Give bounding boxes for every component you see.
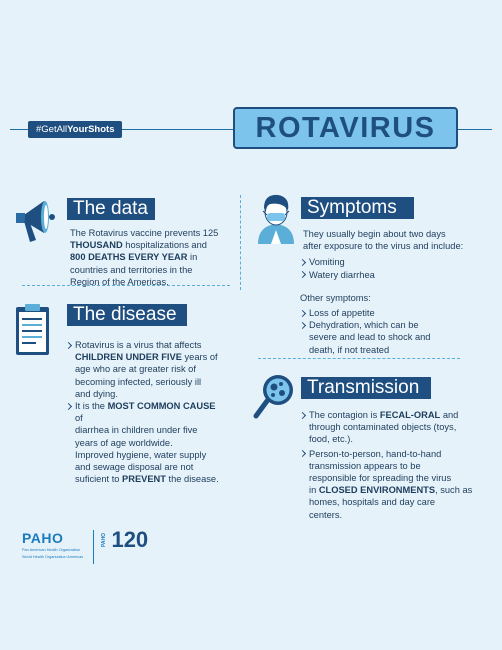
symptoms-text: They usually begin about two days after exposure to the virus and include: Vomiting Watery diarrhea Other symptoms: Loss of appetite Dehydration, which can be severe and lead to shock and death, if not treated	[300, 228, 495, 356]
logo-divider	[93, 530, 94, 564]
hashtag-badge: #GetAllYourShots	[28, 121, 122, 138]
magnifier-virus-icon	[252, 372, 298, 420]
transmission-bullet: Person-to-person, hand-to-hand transmission appears to be responsible for spreading the virus in CLOSED ENVIRONMENTS, such as homes, hospitals and day care centers.	[300, 448, 495, 521]
paho-logo: PAHO Pan American Health Organization World Health Organization Americas	[22, 530, 84, 559]
divider-vertical	[240, 195, 241, 290]
symptoms-heading: Symptoms	[301, 197, 414, 219]
clipboard-icon	[14, 303, 52, 359]
megaphone-icon	[14, 195, 60, 245]
symptom-item: Watery diarrhea	[300, 269, 495, 281]
transmission-text	[300, 409, 495, 521]
divider-left-1	[22, 285, 230, 286]
disease-bullet: Rotavirus is a virus that affects CHILDREN UNDER FIVE years of age who are at greater risk of becoming infected, seriously ill and dying.	[66, 339, 241, 400]
data-text: The Rotavirus vaccine prevents 125 THOUSAND hospitalizations and 800 DEATHS EVERY YEAR in countries and territories in the Region of the Americas.	[70, 228, 219, 287]
divider-right-1	[258, 358, 460, 359]
symptom-item: Dehydration, which can be severe and lead to shock and death, if not treated	[300, 319, 495, 356]
symptom-item: Vomiting	[300, 256, 495, 268]
disease-bullet: It is the MOST COMMON CAUSE of diarrhea in children under five years of age worldwide.	[66, 400, 241, 449]
transmission-heading: Transmission	[301, 377, 431, 399]
disease-heading: The disease	[67, 304, 187, 326]
transmission-bullet: The contagion is FECAL-ORAL and through contaminated objects (toys, food, etc.).	[300, 409, 495, 446]
symptom-item: Loss of appetite	[300, 307, 495, 319]
anniversary-logo: PAHO 120	[101, 527, 149, 552]
patient-icon	[252, 190, 300, 246]
disease-text: Rotavirus is a virus that affects CHILDREN UNDER FIVE years of age who are at greater risk of becoming infected, seriously ill and dying. It is the MOST COMMON CAUSE of diarrhea in children under five years of age worldwide. Improved hygiene, water supply and sewage disposal are not suficient to PREVENT the disease.	[66, 339, 241, 485]
data-heading: The data	[67, 198, 155, 220]
page-title: ROTAVIRUS	[233, 107, 458, 149]
